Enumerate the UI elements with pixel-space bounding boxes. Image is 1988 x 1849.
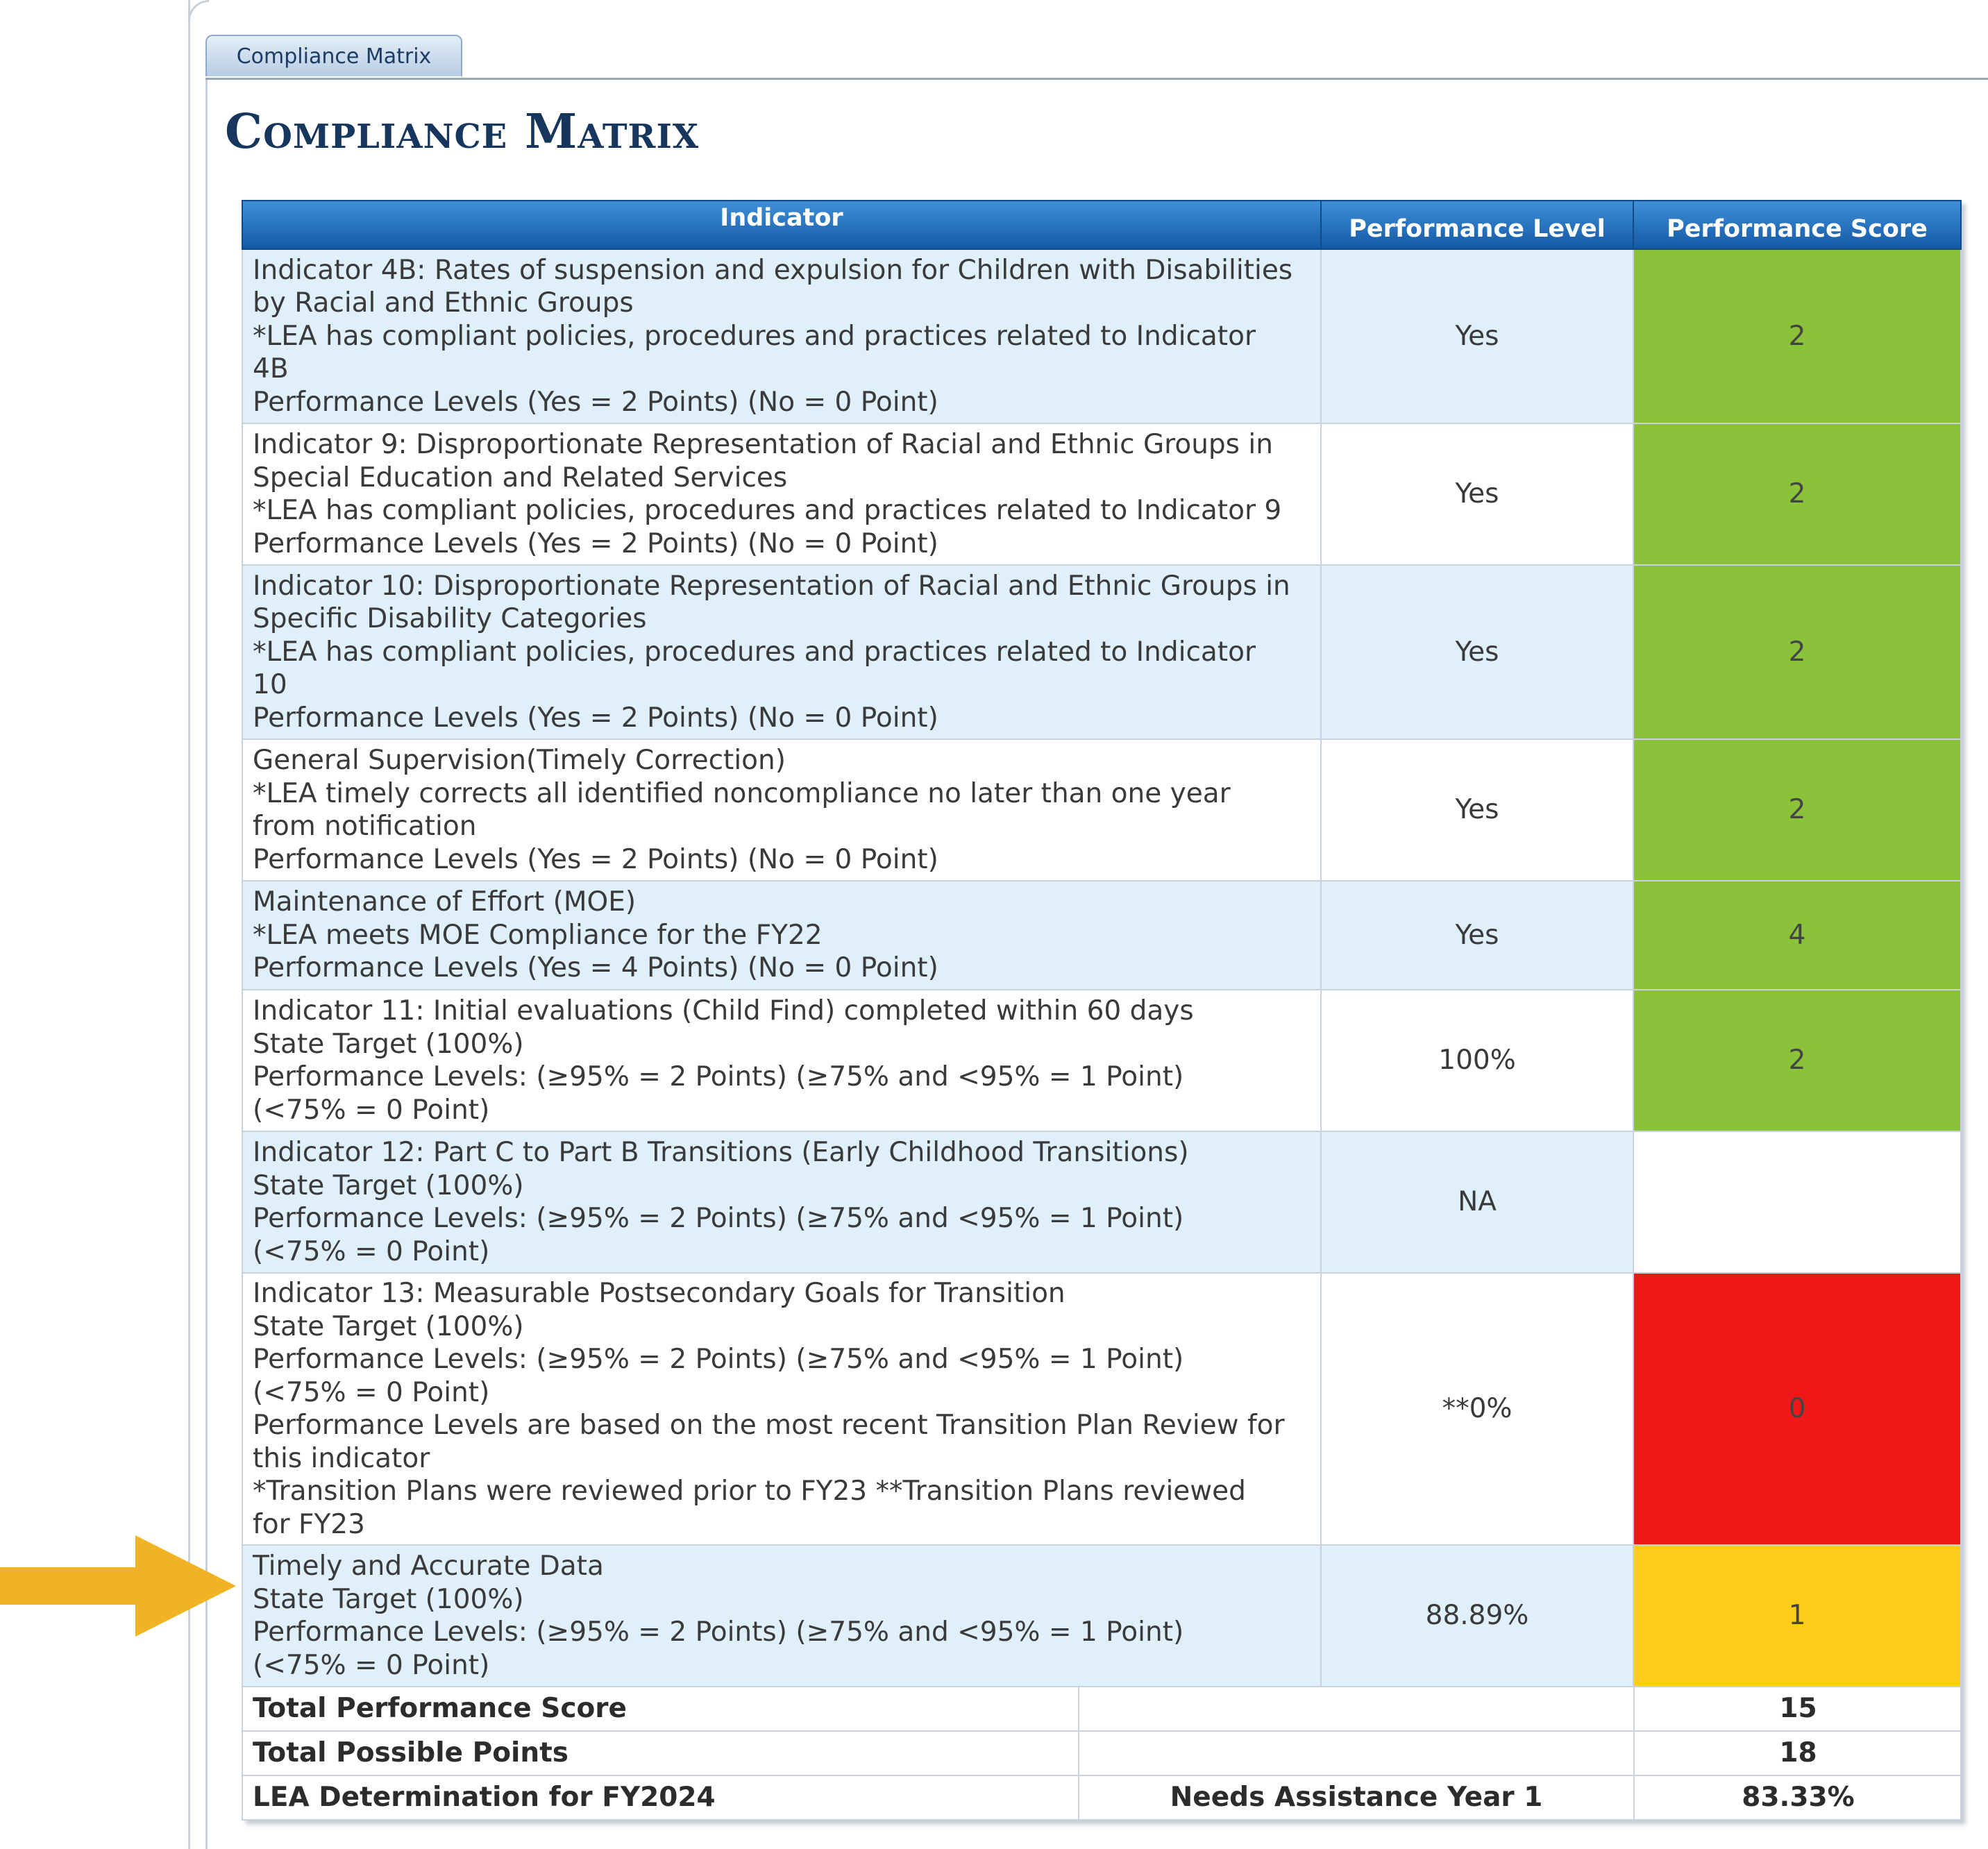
column-header-indicator[interactable]: Indicator (242, 201, 1321, 249)
total-value: 18 (1634, 1732, 1962, 1775)
lea-determination-row (242, 1775, 1961, 1820)
performance-level-cell: 88.89% (1321, 1545, 1633, 1687)
indicator-text-line: (<75% = 0 Point) (253, 1649, 490, 1681)
table-row (242, 739, 1961, 881)
indicator-text-line: 4B (253, 353, 289, 385)
indicator-text-line: Indicator 9: Disproportionate Representation of Racial and Ethnic Groups in (253, 429, 1273, 460)
indicator-text-line: 10 (253, 669, 287, 701)
indicator-cell (242, 739, 1321, 881)
totals-inner-table (243, 1687, 1962, 1730)
indicator-text-line: Performance Levels: (≥95% = 2 Points) (≥75% and <95% = 1 Point) (253, 1203, 1184, 1234)
indicator-text-line: State Target (100%) (253, 1170, 524, 1201)
tab-label: Compliance Matrix (236, 44, 432, 69)
indicator-text-line: Indicator 10: Disproportionate Representation of Racial and Ethnic Groups in (253, 570, 1290, 602)
table-body (242, 249, 1961, 1687)
column-header-performance-level[interactable]: Performance Level (1321, 201, 1633, 249)
table-row (242, 1273, 1961, 1545)
indicator-text-line: Performance Levels (Yes = 2 Points) (No = 0 Point) (253, 702, 938, 734)
performance-level-cell: **0% (1321, 1273, 1633, 1545)
table-row (242, 1545, 1961, 1687)
indicator-text-line: Performance Levels: (≥95% = 2 Points) (≥75% and <95% = 1 Point) (253, 1616, 1184, 1648)
indicator-text-line: *LEA has compliant policies, procedures and practices related to Indicator (253, 320, 1256, 352)
performance-score-cell: 0 (1633, 1273, 1961, 1545)
indicator-text-line: State Target (100%) (253, 1028, 524, 1060)
total-possible-points-row (242, 1731, 1961, 1775)
table-row (242, 565, 1961, 739)
total-middle-value: Needs Assistance Year 1 (1079, 1776, 1634, 1819)
indicator-text-line: (<75% = 0 Point) (253, 1094, 490, 1126)
indicator-text-line: State Target (100%) (253, 1583, 524, 1615)
indicator-text-line: (<75% = 0 Point) (253, 1235, 490, 1267)
indicator-cell (242, 990, 1321, 1131)
indicator-text-line: *LEA has compliant policies, procedures and practices related to Indicator 9 (253, 495, 1282, 526)
totals-inner-table (243, 1776, 1962, 1819)
performance-score-cell: 1 (1633, 1545, 1961, 1687)
indicator-cell (242, 1273, 1321, 1545)
total-label: LEA Determination for FY2024 (243, 1776, 1079, 1819)
totals-body (242, 1687, 1961, 1820)
totals-wrapper-cell (242, 1775, 1961, 1820)
indicator-text-line: *LEA has compliant policies, procedures and practices related to Indicator (253, 636, 1256, 668)
performance-level-cell: Yes (1321, 739, 1633, 881)
table-row (242, 990, 1961, 1131)
page-title: Compliance Matrix (225, 104, 700, 160)
column-header-performance-score[interactable]: Performance Score (1633, 201, 1961, 249)
performance-level-cell: Yes (1321, 249, 1633, 423)
total-value: 15 (1634, 1687, 1962, 1730)
indicator-text-line: *Transition Plans were reviewed prior to FY23 **Transition Plans reviewed (253, 1476, 1246, 1507)
indicator-text-line: State Target (100%) (253, 1310, 524, 1342)
indicator-cell (242, 249, 1321, 423)
indicator-text-line: Indicator 4B: Rates of suspension and expulsion for Children with Disabilities (253, 254, 1293, 286)
performance-score-cell: 2 (1633, 990, 1961, 1131)
indicator-text-line: Performance Levels (Yes = 4 Points) (No = 0 Point) (253, 952, 938, 984)
indicator-text-line: Performance Levels are based on the most recent Transition Plan Review for (253, 1410, 1285, 1441)
performance-level-cell: Yes (1321, 565, 1633, 739)
performance-level-cell: Yes (1321, 881, 1633, 990)
indicator-text-line: Maintenance of Effort (MOE) (253, 886, 637, 918)
indicator-cell (242, 1131, 1321, 1273)
indicator-text-line: by Racial and Ethnic Groups (253, 287, 634, 319)
performance-score-cell: 2 (1633, 249, 1961, 423)
indicator-text-line: Indicator 11: Initial evaluations (Child Find) completed within 60 days (253, 995, 1194, 1027)
performance-score-cell: 2 (1633, 565, 1961, 739)
total-performance-score-row (242, 1687, 1961, 1731)
table-row (242, 881, 1961, 990)
performance-score-cell: 4 (1633, 881, 1961, 990)
indicator-text-line: Indicator 12: Part C to Part B Transitions (Early Childhood Transitions) (253, 1137, 1189, 1168)
indicator-text-line: General Supervision(Timely Correction) (253, 745, 786, 776)
totals-wrapper-cell (242, 1687, 1961, 1731)
total-label: Total Possible Points (243, 1732, 1079, 1775)
total-middle-value (1079, 1732, 1634, 1775)
indicator-text-line: *LEA meets MOE Compliance for the FY22 (253, 919, 823, 951)
indicator-text-line: Performance Levels (Yes = 2 Points) (No = 0 Point) (253, 386, 938, 418)
indicator-text-line: Performance Levels (Yes = 2 Points) (No = 0 Point) (253, 843, 938, 875)
indicator-text-line: Performance Levels (Yes = 2 Points) (No = 0 Point) (253, 527, 938, 559)
arrow-pointer-icon (0, 1527, 236, 1645)
performance-score-cell: 2 (1633, 423, 1961, 565)
indicator-cell (242, 1545, 1321, 1687)
indicator-text-line: *LEA timely corrects all identified noncompliance no later than one year (253, 777, 1231, 809)
performance-level-cell: Yes (1321, 423, 1633, 565)
indicator-text-line: from notification (253, 811, 477, 842)
total-value: 83.33% (1634, 1776, 1962, 1819)
indicator-text-line: (<75% = 0 Point) (253, 1376, 490, 1408)
indicator-text-line: Timely and Accurate Data (253, 1551, 604, 1582)
indicator-text-line: Special Education and Related Services (253, 462, 788, 493)
performance-level-cell: 100% (1321, 990, 1633, 1131)
tab-underline (205, 78, 1988, 80)
tab-compliance-matrix[interactable] (205, 35, 462, 76)
totals-wrapper-cell (242, 1731, 1961, 1775)
indicator-text-line: Specific Disability Categories (253, 603, 647, 635)
indicator-text-line: Indicator 13: Measurable Postsecondary Goals for Transition (253, 1278, 1065, 1309)
indicator-cell (242, 565, 1321, 739)
indicator-text-line: Performance Levels: (≥95% = 2 Points) (≥75% and <95% = 1 Point) (253, 1344, 1184, 1375)
performance-score-cell (1633, 1131, 1961, 1273)
arrow-shape (0, 1535, 236, 1637)
table-row (242, 423, 1961, 565)
total-middle-value (1079, 1687, 1634, 1730)
table-row (242, 1131, 1961, 1273)
indicator-text-line: for FY23 (253, 1508, 365, 1540)
totals-inner-table (243, 1732, 1962, 1775)
performance-score-cell: 2 (1633, 739, 1961, 881)
indicator-cell (242, 881, 1321, 990)
indicator-text-line: Performance Levels: (≥95% = 2 Points) (≥75% and <95% = 1 Point) (253, 1061, 1184, 1092)
left-frame-corner (188, 0, 209, 21)
compliance-matrix-table (242, 200, 1962, 1821)
indicator-text-line: this indicator (253, 1442, 430, 1474)
performance-level-cell: NA (1321, 1131, 1633, 1273)
table-header-row (242, 201, 1961, 249)
total-label: Total Performance Score (243, 1687, 1079, 1730)
indicator-cell (242, 423, 1321, 565)
table-row (242, 249, 1961, 423)
